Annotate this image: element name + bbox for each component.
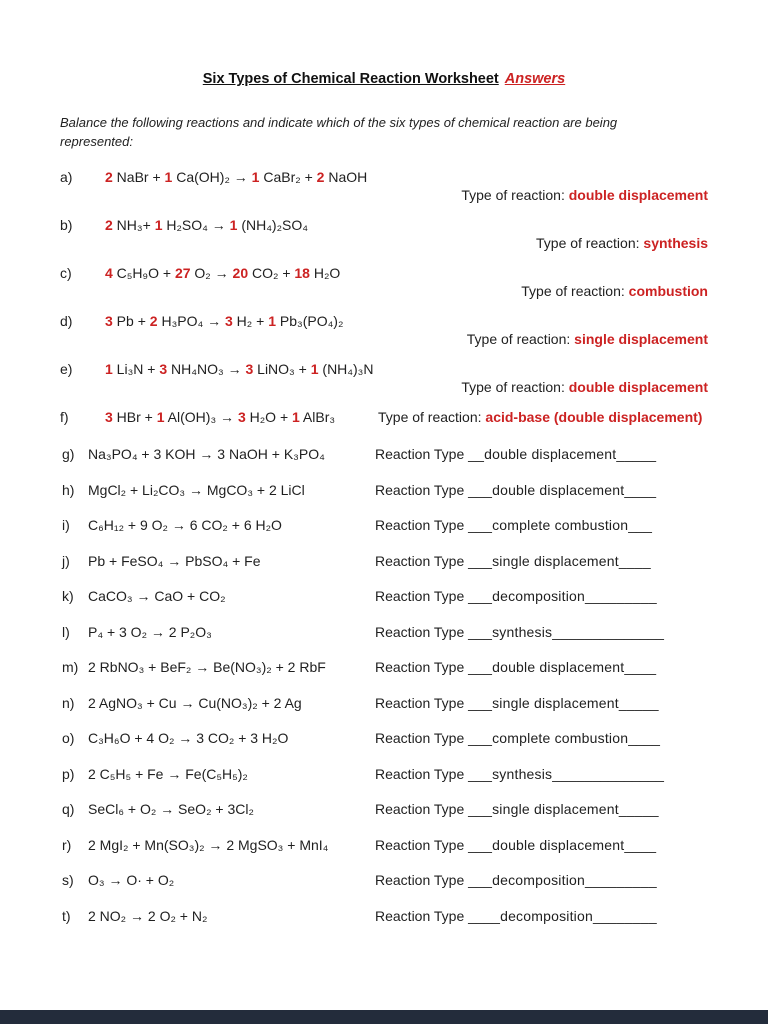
formula-text: H₂O [309,265,341,281]
reaction-type-line [375,837,656,854]
coefficient: 3 [159,361,168,377]
problem-letter: p) [62,765,75,782]
reaction-type-label: Reaction Type [375,481,469,498]
formula-text: (NH₄)₃N [318,361,374,377]
problem-row [60,265,708,300]
problem-row [62,553,768,570]
reaction-type-label: Reaction Type [375,623,469,640]
reaction-type-line [375,766,664,783]
formula-text: AlBr₃ [299,409,336,425]
reaction-type-answer: double displacement [568,187,708,203]
coefficient: 1 [156,409,165,425]
formula-text: H₂SO₄ → [162,217,230,233]
formula-text: LiNO₃ + [253,361,311,377]
problem-row [60,409,708,426]
reaction-type-line [60,331,708,348]
problem-letter: t) [62,907,71,924]
problem-row [62,695,768,712]
formula-text: O₂ → [190,265,233,281]
problem-row [62,517,768,534]
problem-letter: l) [62,623,70,640]
chemical-equation: 2 AgNO₃ + Cu → Cu(NO₃)₂ + 2 Ag [88,694,302,711]
reaction-type-line [375,588,657,605]
formula-text: NH₃+ [112,217,155,233]
coefficient: 1 [268,313,276,329]
practice-problems-list [0,446,768,925]
coefficient: 1 [310,361,319,377]
equation-line [60,361,708,378]
reaction-type-line [375,482,656,499]
chemical-equation [105,265,340,281]
problem-letter: d) [60,313,73,329]
reaction-type-label: Type of reaction: [521,283,629,299]
reaction-type-label: Type of reaction: [461,379,569,395]
formula-text: CaBr₂ + [259,169,317,185]
problem-row [60,169,708,204]
formula-text: Pb + [112,313,150,329]
chemical-equation: MgCl₂ + Li₂CO₃ → MgCO₃ + 2 LiCl [88,481,305,498]
reaction-type-label: Reaction Type [375,801,469,817]
problem-letter: c) [60,265,72,281]
chemical-equation: 2 MgI₂ + Mn(SO₃)₂ → 2 MgSO₃ + MnI₄ [88,836,329,853]
instructions-line-1: Balance the following reactions and indicate which of the six types of chemical reaction are being [60,115,618,130]
equation-line [60,265,708,282]
coefficient: 18 [294,265,310,281]
reaction-type-label: Reaction Type [375,907,469,924]
problem-letter: j) [62,552,70,569]
instructions-line-2: represented: [60,134,133,149]
problem-letter: f) [60,409,69,425]
chemical-equation [105,361,373,377]
problem-row [62,588,768,605]
reaction-type-line [375,517,652,534]
problem-row [60,217,708,252]
chemical-equation: 2 NO₂ → 2 O₂ + N₂ [88,907,208,924]
problem-letter: i) [62,517,70,533]
reaction-type-answer: double displacement [568,379,708,395]
problem-letter: k) [62,588,74,604]
coefficient: 1 [251,169,260,185]
reaction-type-label: Reaction Type [375,872,469,888]
formula-text: H₂O + [245,409,293,425]
reaction-type-label: Reaction Type [375,588,469,604]
coefficient: 3 [105,409,113,425]
formula-text: (NH₄)₂SO₄ [237,217,308,233]
problem-row [62,766,768,783]
reaction-type-answer: ___single displacement_____ [468,801,659,817]
coefficient: 27 [174,265,191,281]
reaction-type-label: Type of reaction: [461,187,569,203]
coefficient: 20 [232,265,249,281]
reaction-type-answer: ____decomposition________ [468,907,657,924]
reaction-type-label: Type of reaction: [536,235,644,251]
chemical-equation [105,217,308,233]
reaction-type-answer: ___single displacement____ [468,552,651,569]
reaction-type-answer: ___decomposition_________ [468,872,657,888]
problem-letter: h) [62,481,75,498]
formula-text: H₂ + [232,313,269,329]
problem-letter: s) [62,872,74,888]
viewer-footer-bar [0,1010,768,1024]
chemical-equation: C₆H₁₂ + 9 O₂ → 6 CO₂ + 6 H₂O [88,517,282,533]
chemical-equation: O₃ → O· + O₂ [88,872,175,888]
instructions [60,113,708,151]
reaction-type-answer: ___synthesis______________ [468,765,665,782]
reaction-type-line [375,801,659,818]
reaction-type-line [375,695,659,712]
page-title [0,70,768,88]
formula-text: HBr + [112,409,157,425]
title-text: Six Types of Chemical Reaction Worksheet [202,71,499,87]
reaction-type-answer: ___decomposition_________ [468,588,657,604]
reaction-type-line [60,187,708,204]
reaction-type-label: Reaction Type [375,765,469,782]
coefficient: 3 [237,409,246,425]
problem-row [62,659,768,676]
reaction-type-answer: ___single displacement_____ [468,694,659,711]
problem-letter: o) [62,730,75,746]
problem-row [62,872,768,889]
problem-row [60,361,708,396]
formula-text: Pb₃(PO₄)₂ [275,313,344,329]
chemical-equation [105,409,378,426]
reaction-type-label: Reaction Type [375,446,469,462]
coefficient: 3 [105,313,113,329]
coefficient: 1 [105,361,113,377]
reaction-type-answer: ___complete combustion____ [468,730,661,746]
coefficient: 3 [225,313,233,329]
coefficient: 1 [164,169,173,185]
reaction-type-answer: combustion [628,283,708,299]
formula-text: C₅H₉O + [112,265,175,281]
reaction-type-answer: ___double displacement____ [468,836,657,853]
problem-letter: a) [60,169,73,185]
chemical-equation: CaCO₃ → CaO + CO₂ [88,588,226,604]
formula-text: NaBr + [112,169,165,185]
reaction-type-answer: __double displacement_____ [468,446,657,462]
formula-text: H₃PO₄ → [157,313,225,329]
reaction-type-answer: ___double displacement____ [468,481,657,498]
formula-text: NH₄NO₃ → [167,361,246,377]
reaction-type-label: Reaction Type [375,659,469,675]
reaction-type-line [375,553,651,570]
reaction-type-answer: ___double displacement____ [468,659,657,675]
chemical-equation [105,169,367,185]
reaction-type-line [60,283,708,300]
problem-letter: r) [62,836,72,853]
title-answers-text: Answers [504,71,566,87]
formula-text: Ca(OH)₂ → [172,169,252,185]
reaction-type-label: Type of reaction: [466,331,575,347]
coefficient: 2 [316,169,325,185]
reaction-type-line [375,872,657,889]
problem-row [62,624,768,641]
chemical-equation: 2 C₅H₅ + Fe → Fe(C₅H₅)₂ [88,765,248,782]
reaction-type-line [375,659,656,676]
equation-line [60,217,708,234]
coefficient: 1 [229,217,238,233]
formula-text: NaOH [324,169,368,185]
reaction-type-answer: single displacement [574,331,708,347]
reaction-type-line [375,624,664,641]
equation-line [60,313,708,330]
reaction-type-label: Reaction Type [375,694,469,711]
chemical-equation: 2 RbNO₃ + BeF₂ → Be(NO₃)₂ + 2 RbF [88,659,326,675]
chemical-equation: Na₃PO₄ + 3 KOH → 3 NaOH + K₃PO₄ [88,446,325,462]
reaction-type-line [378,409,702,426]
reaction-type-line [375,446,656,463]
reaction-type-label: Reaction Type [375,517,469,533]
equation-line [60,169,708,186]
chemical-equation: Pb + FeSO₄ → PbSO₄ + Fe [88,552,261,569]
reaction-type-answer: acid-base (double displacement) [485,409,703,425]
problem-row [62,908,768,925]
reaction-type-line [375,730,660,747]
formula-text: CO₂ + [248,265,295,281]
reaction-type-label: Reaction Type [375,836,469,853]
reaction-type-label: Reaction Type [375,730,469,746]
problem-row [62,730,768,747]
reaction-type-answer: ___complete combustion___ [468,517,653,533]
problem-letter: q) [62,801,75,817]
coefficient: 2 [105,217,113,233]
coefficient: 2 [105,169,113,185]
problem-letter: e) [60,361,73,377]
coefficient: 4 [105,265,113,281]
problem-letter: g) [62,446,75,462]
chemical-equation: SeCl₆ + O₂ → SeO₂ + 3Cl₂ [88,801,254,817]
problem-row [62,482,768,499]
coefficient: 1 [292,409,300,425]
problem-row [60,313,708,348]
coefficient: 3 [245,361,254,377]
problem-letter: m) [62,659,79,675]
reaction-type-label: Type of reaction: [378,409,486,425]
answered-problems-list [0,169,768,426]
formula-text: Li₃N + [112,361,160,377]
problem-letter: n) [62,694,75,711]
formula-text: Al(OH)₃ → [164,409,238,425]
coefficient: 2 [149,313,158,329]
reaction-type-label: Reaction Type [375,552,469,569]
chemical-equation [105,313,343,329]
reaction-type-line [60,235,708,252]
problem-row [62,837,768,854]
problem-row [62,446,768,463]
chemical-equation: P₄ + 3 O₂ → 2 P₂O₃ [88,623,212,640]
chemical-equation: C₃H₆O + 4 O₂ → 3 CO₂ + 3 H₂O [88,730,289,746]
reaction-type-line [375,908,657,925]
reaction-type-answer: ___synthesis______________ [468,623,665,640]
coefficient: 1 [154,217,163,233]
problem-letter: b) [60,217,73,233]
reaction-type-line [60,379,708,396]
problem-row [62,801,768,818]
reaction-type-answer: synthesis [643,235,708,251]
